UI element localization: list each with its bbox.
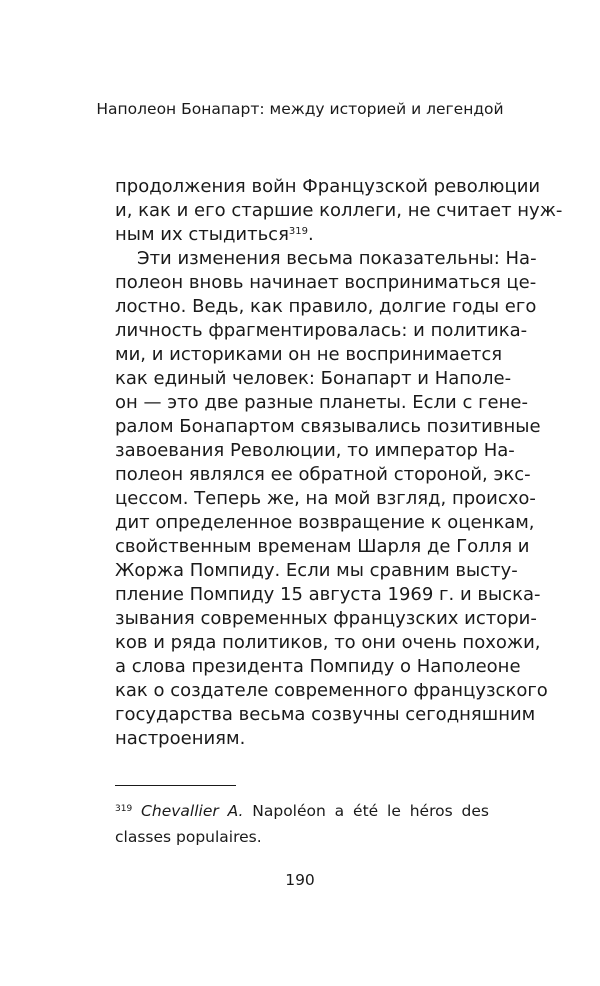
text-line: пление Помпиду 15 августа 1969 г. и выска- — [115, 584, 541, 605]
text-line: ми, и историками он не воспринимается — [115, 344, 503, 365]
text-line: дит определенное возвращение к оценкам, — [115, 512, 535, 533]
text-line: полеон вновь начинает восприниматься це- — [115, 272, 537, 293]
footnote — [115, 801, 489, 821]
text-line-content: ным их стыдиться — [115, 224, 289, 245]
text-line: и, как и его старшие коллеги, не считает нуж- — [115, 200, 563, 221]
text-line: полеон являлся ее обратной стороной, экс- — [115, 464, 531, 485]
text-line: лостно. Ведь, как правило, долгие годы его — [115, 296, 537, 317]
footnote-number: 319 — [115, 804, 133, 814]
footnote-title: Napoléon a été le héros des — [243, 802, 489, 820]
period: . — [308, 224, 314, 245]
footnote-reference[interactable]: 319 — [288, 226, 309, 237]
text-line: Эти изменения весьма показательны: На- — [137, 248, 537, 269]
text-line: как о создателе современного французского — [115, 680, 548, 701]
text-line: завоевания Революции, то император На- — [115, 440, 515, 461]
text-line: Жоржа Помпиду. Если мы сравним высту- — [115, 560, 518, 581]
text-line: продолжения войн Французской революции — [115, 176, 541, 197]
text-line: цессом. Теперь же, на мой взгляд, происхо- — [115, 488, 536, 509]
text-line: зывания современных французских истори- — [115, 608, 537, 629]
text-line: ков и ряда политиков, то они очень похожи, — [115, 632, 541, 653]
text-line: свойственным временам Шарля де Голля и — [115, 536, 530, 557]
footnote-line: classes populaires. — [115, 828, 262, 846]
text-line — [115, 223, 489, 247]
text-line: настроениям. — [115, 728, 246, 749]
page-number: 190 — [285, 871, 315, 889]
running-header: Наполеон Бонапарт: между историей и легендой — [96, 100, 504, 118]
footnote-author: Chevallier A. — [141, 802, 244, 820]
text-line: личность фрагментировалась: и политика- — [115, 320, 528, 341]
footnote-divider — [115, 785, 236, 786]
text-line: как единый человек: Бонапарт и Наполе- — [115, 368, 512, 389]
text-line: он — это две разные планеты. Если с гене- — [115, 392, 528, 413]
text-line: а слова президента Помпиду о Наполеоне — [115, 656, 521, 677]
text-line: государства весьма созвучны сегодняшним — [115, 704, 536, 725]
text-line: ралом Бонапартом связывались позитивные — [115, 416, 541, 437]
